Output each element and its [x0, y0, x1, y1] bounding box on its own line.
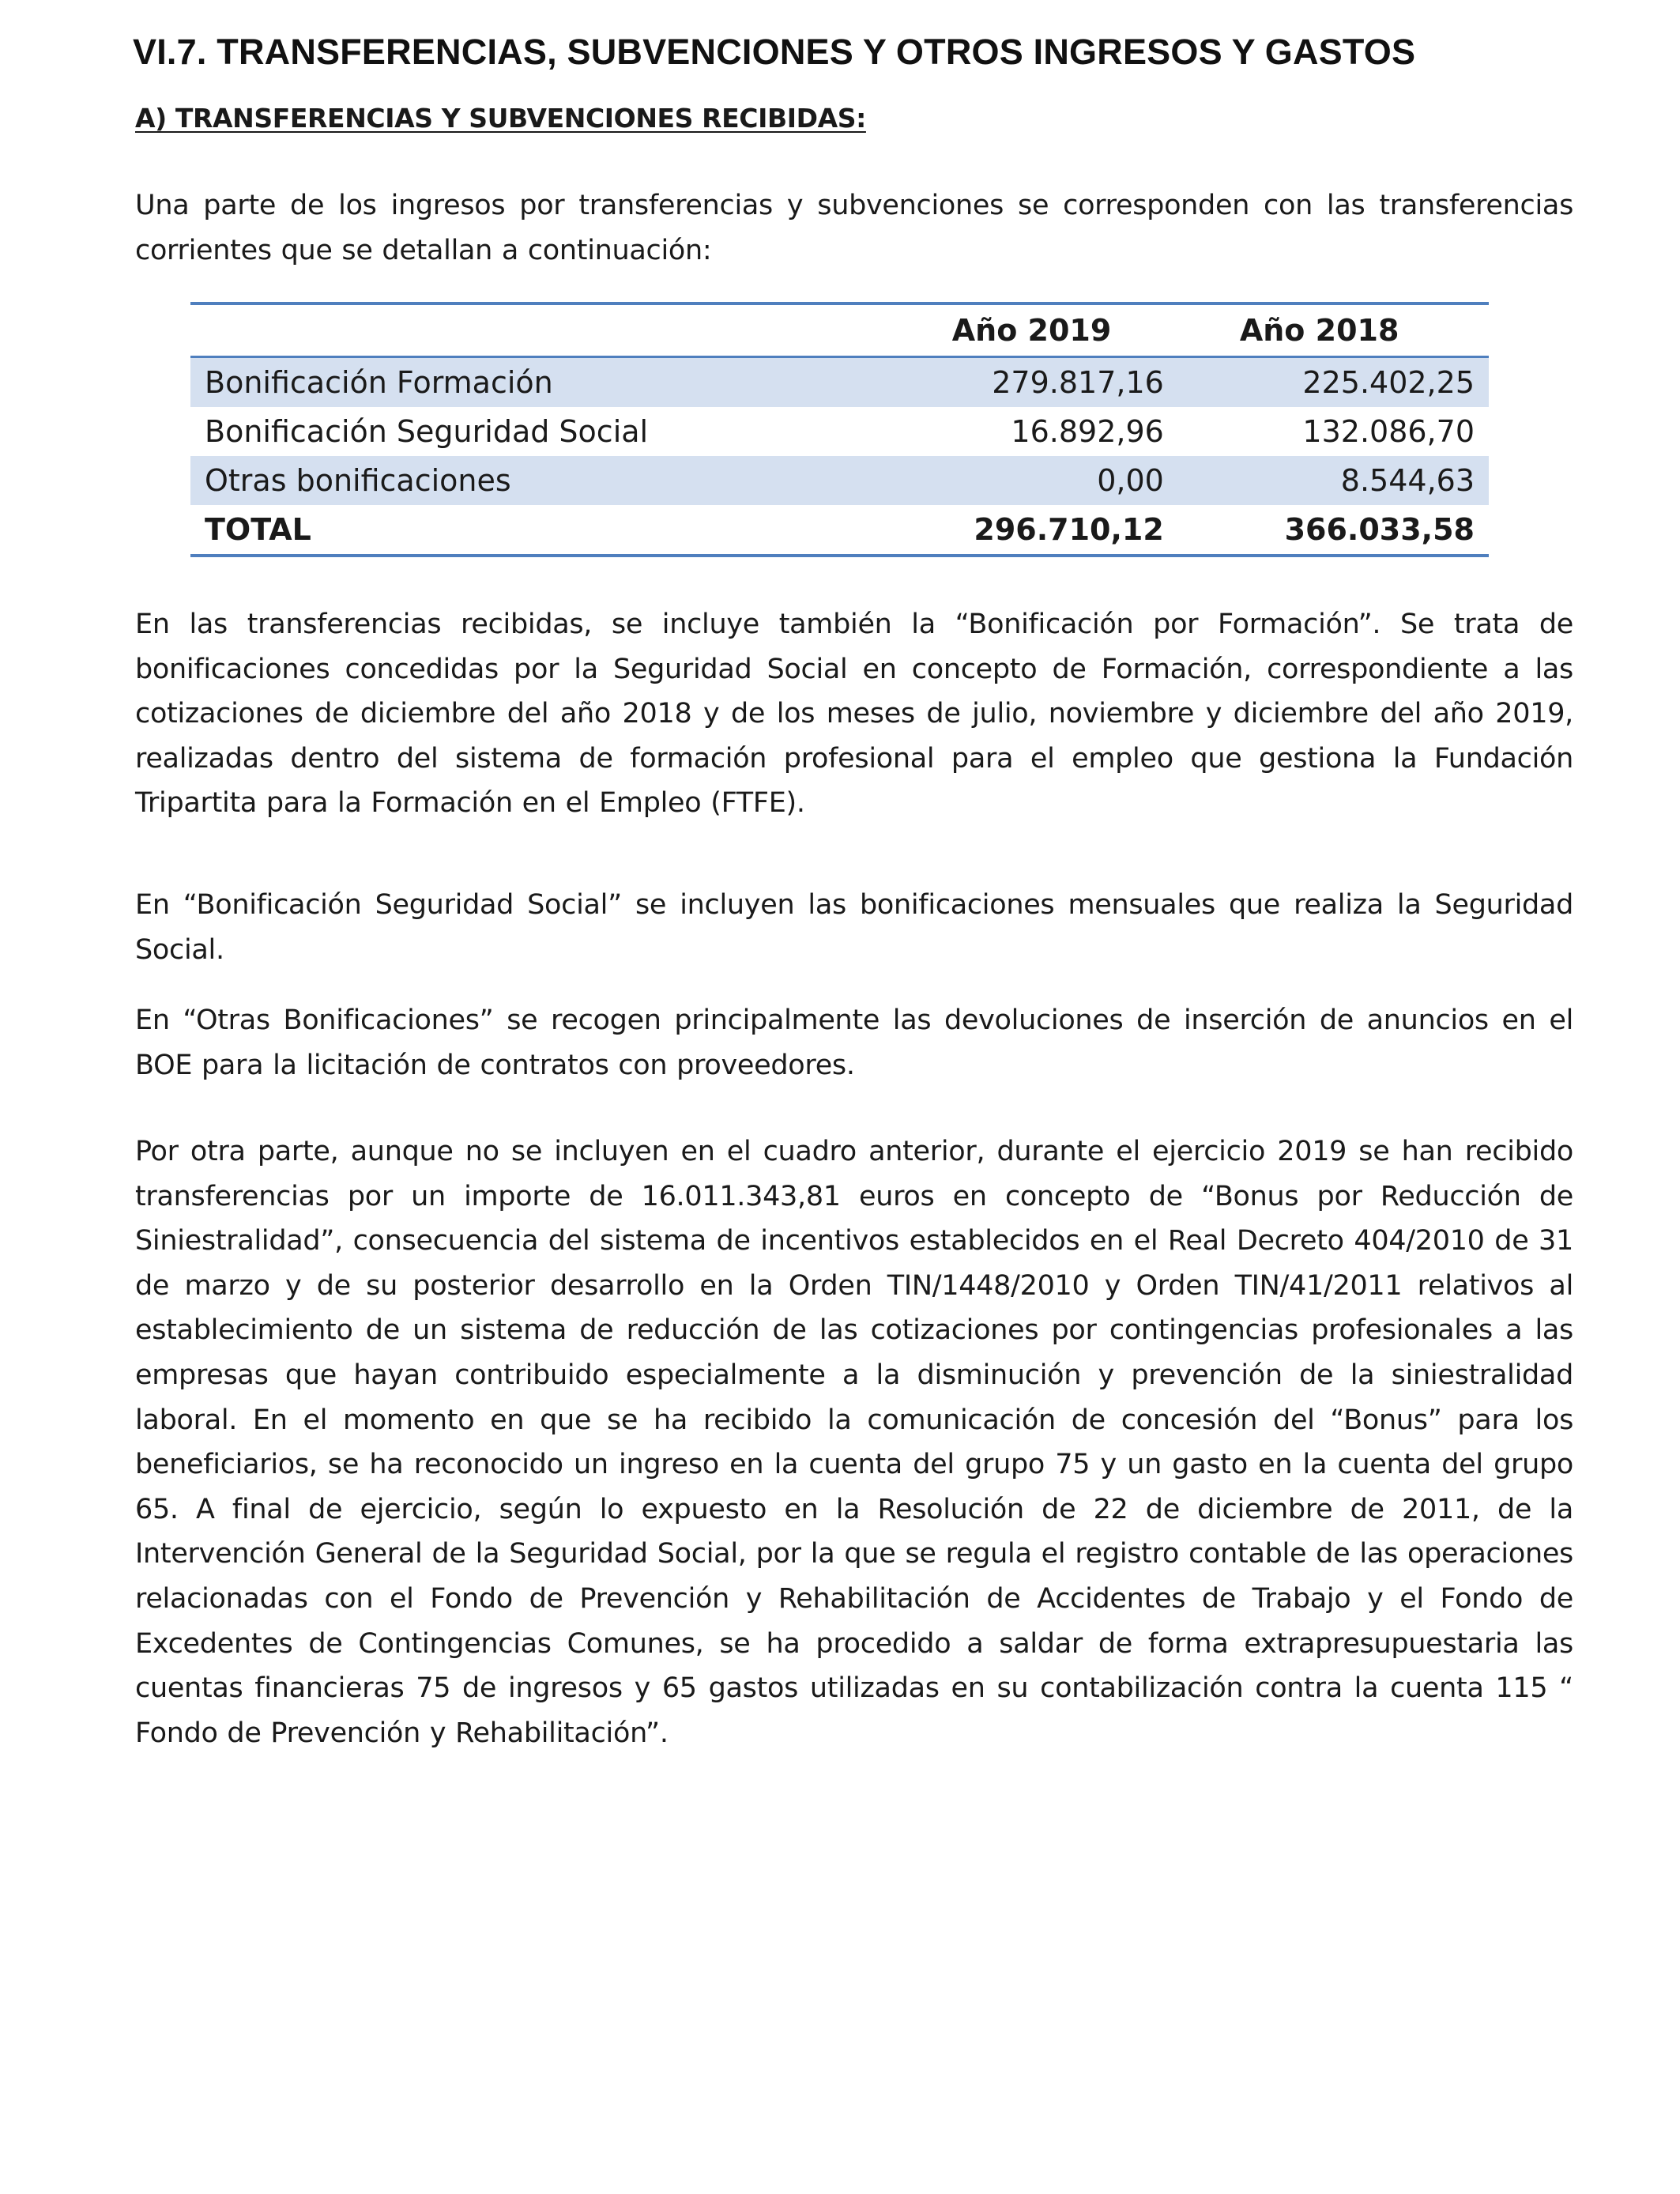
section-title: VI.7. TRANSFERENCIAS, SUBVENCIONES Y OTROS INGRESOS Y GASTOS: [133, 32, 1416, 72]
header-year-2019: Año 2019: [897, 303, 1178, 357]
row-value-2018: 8.544,63: [1178, 456, 1489, 505]
paragraph-seguridad-social: En “Bonificación Seguridad Social” se incluyen las bonificaciones mensuales que realiza la Seguridad Social.: [135, 889, 1573, 966]
table-header-row: [190, 303, 1489, 357]
paragraph-formacion: En las transferencias recibidas, se incluye también la “Bonificación por Formación”. Se trata de bonificaciones concedidas por la Seguridad Social en concepto de Formación, correspondiente a las cotizaciones de diciembre del año 2018 y de los meses de julio, noviembre y diciembre del año 2019, realizadas dentro del sistema de formación profesional para el empleo que gestiona la Fundación Tripartita para la Formación en el Empleo (FTFE).: [135, 609, 1573, 820]
table-total-row: [190, 505, 1489, 556]
row-label: Bonificación Seguridad Social: [205, 414, 649, 449]
subsection-title: A) TRANSFERENCIAS Y SUBVENCIONES RECIBIDAS:: [135, 103, 866, 134]
row-value-2019: 279.817,16: [897, 357, 1178, 408]
row-label: Otras bonificaciones: [190, 456, 897, 505]
table-row: [190, 407, 1489, 456]
row-value-2018: 225.402,25: [1178, 357, 1489, 408]
total-label: TOTAL: [205, 512, 311, 547]
header-year-2018: Año 2018: [1178, 303, 1489, 357]
table-row: [190, 357, 1489, 408]
paragraph-otras-bonificaciones: En “Otras Bonificaciones” se recogen principalmente las devoluciones de inserción de anuncios en el BOE para la licitación de contratos con proveedores.: [135, 1005, 1573, 1081]
total-value-2019: 296.710,12: [974, 512, 1164, 547]
row-label: Bonificación Formación: [190, 357, 897, 408]
row-value-2018: 132.086,70: [1302, 414, 1475, 449]
row-value-2019: 0,00: [897, 456, 1178, 505]
intro-paragraph: Una parte de los ingresos por transferencias y subvenciones se corresponden con las transferencias corrientes que se detallan a continuación:: [135, 190, 1573, 266]
header-label: [190, 303, 897, 357]
table-row: [190, 456, 1489, 505]
row-value-2019: 16.892,96: [1011, 414, 1164, 449]
transfers-table: [190, 302, 1489, 557]
total-value-2018: 366.033,58: [1284, 512, 1475, 547]
paragraph-bonus-siniestralidad: Por otra parte, aunque no se incluyen en el cuadro anterior, durante el ejercicio 2019 se han recibido transferencias por un importe de 16.011.343,81 euros en concepto de “Bonus por Reducción de Siniestralidad”, consecuencia del sistema de incentivos establecidos en el Real Decreto 404/2010 de 31 de marzo y de su posterior desarrollo en la Orden TIN/1448/2010 y Orden TIN/41/2011 relativos al establecimiento de un sistema de reducción de las cotizaciones por contingencias profesionales a las empresas que hayan contribuido especialmente a la disminución y prevención de la siniestralidad laboral. En el momento en que se ha recibido la comunicación de concesión del “Bonus” para los beneficiarios, se ha reconocido un ingreso en la cuenta del grupo 75 y un gasto en la cuenta del grupo 65. A final de ejercicio, según lo expuesto en la Resolución de 22 de diciembre de 2011, de la Intervención General de la Seguridad Social, por la que se regula el registro contable de las operaciones relacionadas con el Fondo de Prevención y Rehabilitación de Accidentes de Trabajo y el Fondo de Excedentes de Contingencias Comunes, se ha procedido a saldar de forma extrapresupuestaria las cuentas financieras 75 de ingresos y 65 gastos utilizadas en su contabilización contra la cuenta 115 “ Fondo de Prevención y Rehabilitación”.: [135, 1136, 1573, 1749]
transfers-table-container: [190, 302, 1489, 557]
